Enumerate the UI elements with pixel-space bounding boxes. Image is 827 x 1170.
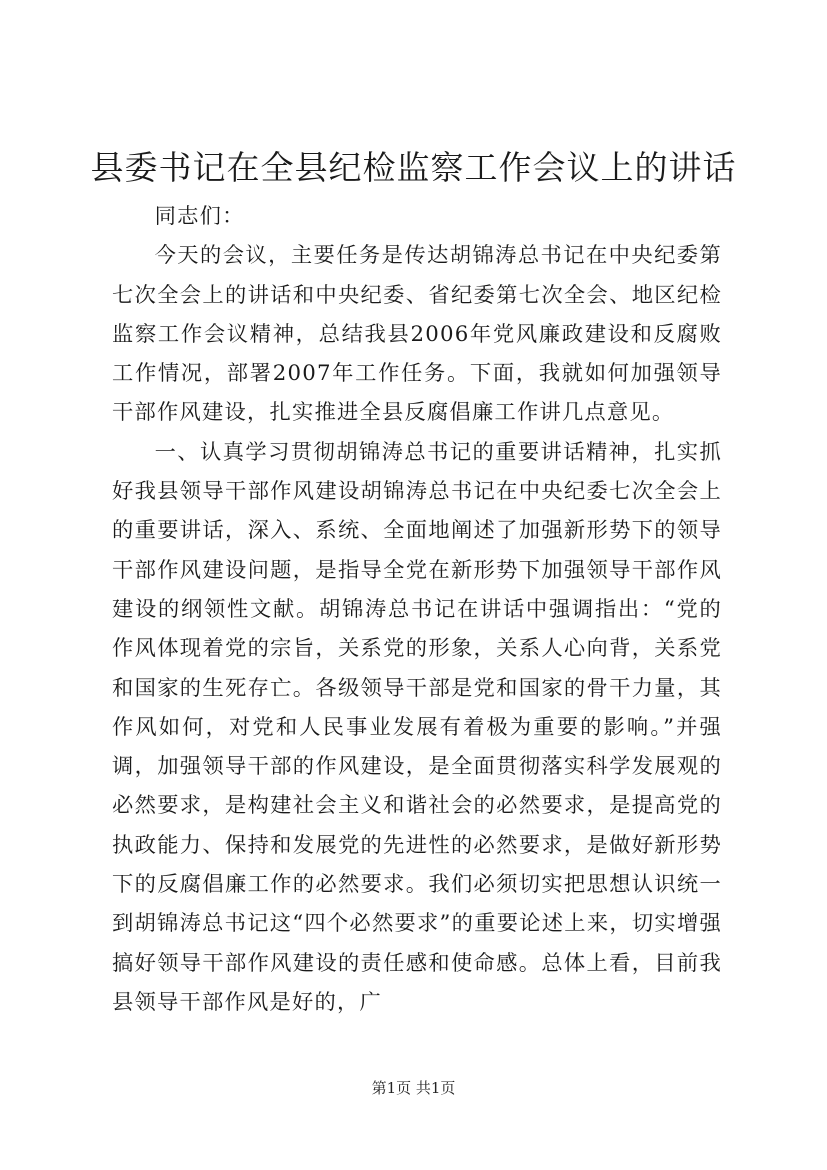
salutation: 同志们： bbox=[154, 204, 245, 229]
page-number-footer: 第1页 共1页 bbox=[371, 1079, 456, 1097]
paragraph: 一、认真学习贯彻胡锦涛总书记的重要讲话精神，扎实抓好我县领导干部作风建设胡锦涛总书记在中央纪委七次全会上的重要讲话，深入、系统、全面地阐述了加强新形势下的领导干部作风建设问题，是指导全党在新形势下加强领导干部作风建设的纲领性文献。胡锦涛总书记在讲话中强调指出：“党的作风体现着党的宗旨，关系党的形象，关系人心向背，关系党和国家的生死存亡。各级领导干部是党和国家的骨干力量，其作风如何，对党和人民事业发展有着极为重要的影响。”并强调，加强领导干部的作风建设，是全面贯彻落实科学发展观的必然要求，是构建社会主义和谐社会的必然要求，是提高党的执政能力、保持和发展党的先进性的必然要求，是做好新形势下的反腐倡廉工作的必然要求。我们必须切实把思想认识统一到胡锦涛总书记这“四个必然要求”的重要论述上来，切实增强搞好领导干部作风建设的责任感和使命感。总体上看，目前我县领导干部作风是好的，广 bbox=[112, 439, 722, 1015]
document-body bbox=[112, 197, 722, 1022]
document-title: 县委书记在全县纪检监察工作会议上的讲话 bbox=[90, 148, 737, 187]
paragraph: 今天的会议，主要任务是传达胡锦涛总书记在中央纪委第七次全会上的讲话和中央纪委、省纪委第七次全会、地区纪检监察工作会议精神，总结我县2006年党风廉政建设和反腐败工作情况，部署2007年工作任务。下面，我就如何加强领导干部作风建设，扎实推进全县反腐倡廉工作讲几点意见。 bbox=[112, 243, 722, 426]
